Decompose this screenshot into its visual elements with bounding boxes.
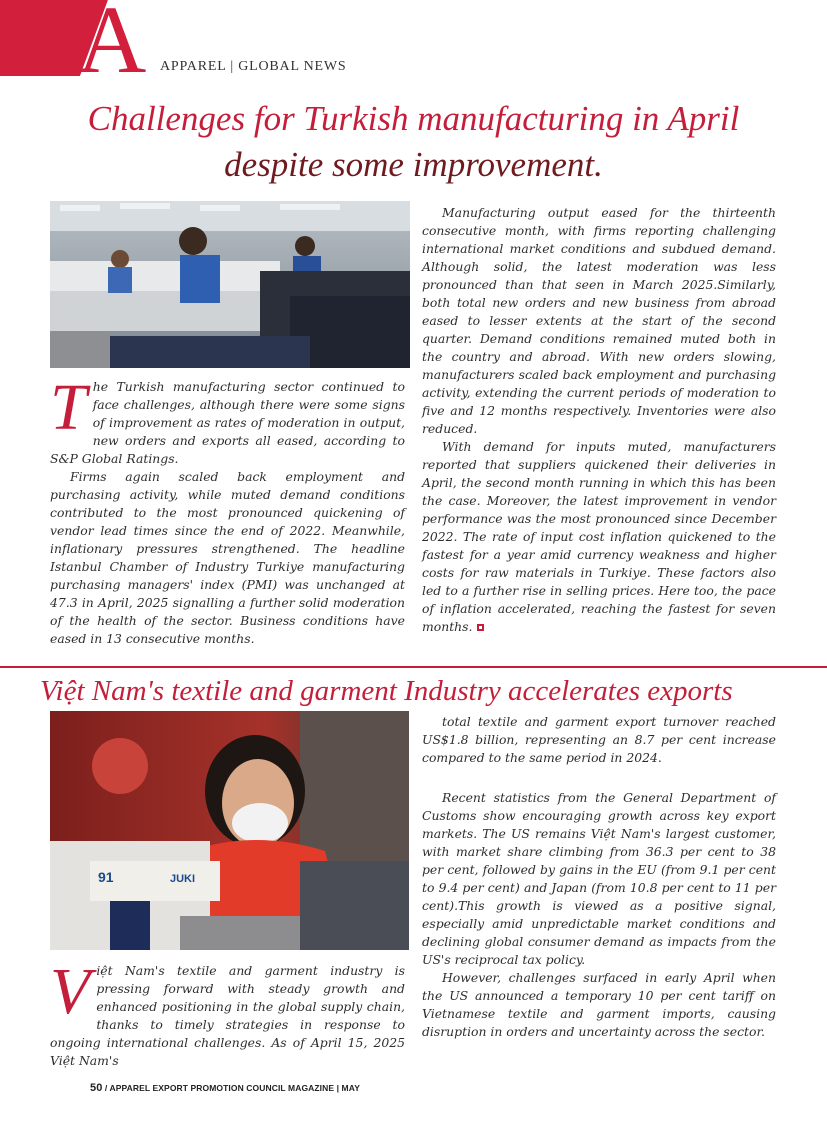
article1-right-p2-text: With demand for inputs muted, manufacturers reported that suppliers quickened their deliveries in April, the second month running in which this has been the case. Moreover, the latest improvement in vendor performance was the most pronounced since December 2022. The rate of input cost inflation quickened to the fastest for a year amid currency weakness and higher costs for raw materials in Turkiye. These factors also led to a further rise in selling prices. Here too, the pace of inflation accelerated, reaching the fastest for seven months. — [422, 439, 776, 634]
dropcap-v: V — [50, 955, 91, 1028]
section-divider — [0, 666, 827, 668]
article1-left-column — [50, 371, 405, 648]
section-label: APPAREL | GLOBAL NEWS — [160, 59, 347, 74]
article2-left-column — [50, 955, 405, 1070]
garment-worker-photo — [50, 711, 409, 950]
article1-title-line2: despite some improvement. — [224, 145, 603, 184]
article1-title-line1: Challenges for Turkish manufacturing in April — [87, 99, 740, 138]
article2-right-column — [422, 713, 776, 1041]
article2-paragraph-2: total textile and garment export turnover reached US$1.8 billion, representing an 8.7 per cent increase compared to the same period in 2024. — [422, 714, 776, 765]
article1-title — [30, 96, 797, 188]
dropcap-t: T — [50, 371, 87, 444]
article1-paragraph-1 — [50, 371, 405, 468]
article2-paragraph-4: However, challenges surfaced in early April when the US announced a temporary 10 per cent tariff on Vietnamese textile and garment imports, causing disruption in orders and uncertainty across the sector. — [422, 970, 776, 1039]
machine-brand: JUKI — [170, 873, 196, 885]
page-number: 50 — [90, 1082, 103, 1094]
article1-paragraph-3: Manufacturing output eased for the thirteenth consecutive month, with firms reporting challenging international market conditions and subdued demand. Although solid, the latest moderation was less pronounced than that seen in March 2025.Similarly, both total new orders and new business from abroad eased to lesser extents at the start of the second quarter. Demand conditions remained muted both in the country and abroad. With new orders slowing, manufacturers scaled back employment and purchasing activity, extending the current periods of moderation to five and 12 months respectively. Inventories were also reduced. — [422, 205, 776, 436]
article1-paragraph-4 — [422, 438, 776, 636]
logo-letter: A — [77, 0, 147, 76]
article2-paragraph-1 — [50, 955, 405, 1070]
footer-text: / APPAREL EXPORT PROMOTION COUNCIL MAGAZINE | MAY — [104, 1083, 360, 1093]
machine-number: 91 — [98, 869, 114, 885]
factory-workers-photo — [50, 201, 410, 368]
article1-right-column — [422, 204, 776, 636]
article2-title: Việt Nam's textile and garment Industry accelerates exports — [40, 675, 733, 707]
article2-left-p1-text: iệt Nam's textile and garment industry is pressing forward with steady growth and enhanced positioning in the global supply chain, thanks to timely strategies in response to ongoing international challenges. As of April 15, 2025 Việt Nam's — [50, 963, 405, 1068]
magazine-logo — [0, 0, 148, 76]
article1-paragraph-2: Firms again scaled back employment and purchasing activity, while muted demand conditions contributed to the most pronounced quickening of vendor lead times since the end of 2022. Meanwhile, inflationary pressures strengthened. The headline Istanbul Chamber of Industry Turkiye manufacturing purchasing managers' index (PMI) was unchanged at 47.3 in April, 2025 signalling a further solid moderation of the health of the sector. Business conditions have eased in 13 consecutive months. — [50, 469, 405, 646]
page-footer — [90, 1082, 360, 1094]
article-end-icon — [477, 624, 484, 631]
article1-left-p1-text: he Turkish manufacturing sector continued to face challenges, although there were some signs of improvement as rates of moderation in output, new orders and exports all eased, according to S&P Global Ratings. — [50, 379, 405, 466]
article2-paragraph-3: Recent statistics from the General Department of Customs show encouraging growth across key export markets. The US remains Việt Nam's largest customer, with market share climbing from 36.3 per cent to 38 per cent, followed by gains in the EU (from 9.1 per cent to 9.4 per cent) and Japan (from 10.8 per cent to 11 per cent).This growth is viewed as a positive signal, especially amid unpredictable market conditions and declining global consumer demand as impacts from the US's reciprocal tax policy. — [422, 790, 776, 967]
